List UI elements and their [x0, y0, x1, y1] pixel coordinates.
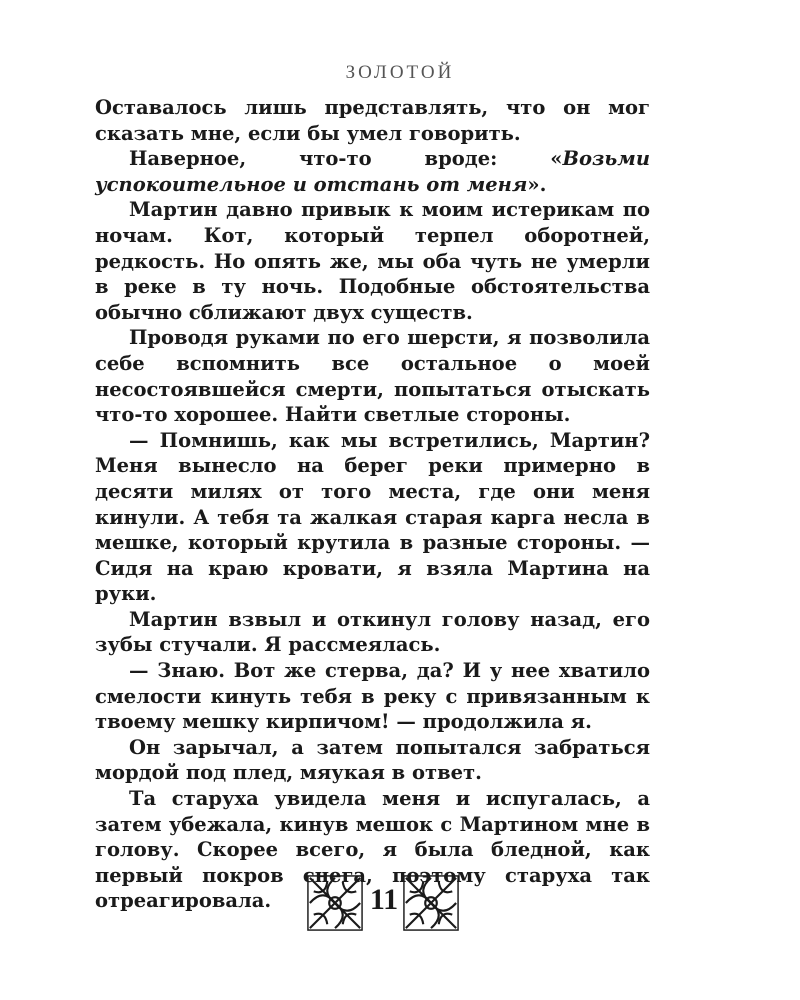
paragraph: Мартин давно привык к моим истерикам по ночам. Кот, который терпел оборотней, редкость. Но опять же, мы оба чуть не умерли в реке в ту ночь. Подобные обстоятельства обычно сближают двух существ. [95, 198, 650, 324]
paragraph: Наверное, что-то вроде: «Возьми успокоительное и отстань от меня». [95, 147, 650, 196]
paragraph: — Помнишь, как мы встретились, Мартин? Меня вынесло на берег реки примерно в десяти милях от того места, где они меня кинули. А тебя та жалкая старая карга несла в мешке, который крутила в разные стороны. — Сидя на краю кровати, я взяла Мартина на руки. [95, 428, 650, 606]
celtic-knot-right-icon [402, 874, 460, 932]
page-title: ЗОЛОТОЙ [345, 62, 455, 83]
paragraph: Та старуха увидела меня и испугалась, а затем убежала, кинув мешок с Мартином мне в голову. Скорее всего, я была бледной, как первый покров снега, поэтому старуха так отреагировала. [95, 787, 650, 913]
paragraph: Он зарычал, а затем попытался забраться мордой под плед, мяукая в ответ. [95, 735, 650, 785]
paragraph: — Знаю. Вот же стерва, да? И у нее хватило смелости кинуть тебя в реку с привязанным к твоему мешку кирпичом! — продолжила я. [95, 659, 650, 734]
body-text [95, 95, 650, 914]
italic-quote: Возьми успокоительное и отстань от меня [95, 147, 650, 196]
celtic-knot-left-icon [306, 874, 364, 932]
page-footer [0, 866, 800, 938]
page-number: 11 [369, 883, 399, 916]
paragraph: Оставалось лишь представлять, что он мог сказать мне, если бы умел говорить. [95, 96, 650, 145]
paragraph: Проводя руками по его шерсти, я позволила себе вспомнить все остальное о моей несостоявшейся смерти, попытаться отыскать что-то хорошее. Найти светлые стороны. [95, 326, 650, 427]
paragraph: Мартин взвыл и откинул голову назад, его зубы стучали. Я рассмеялась. [95, 607, 650, 657]
